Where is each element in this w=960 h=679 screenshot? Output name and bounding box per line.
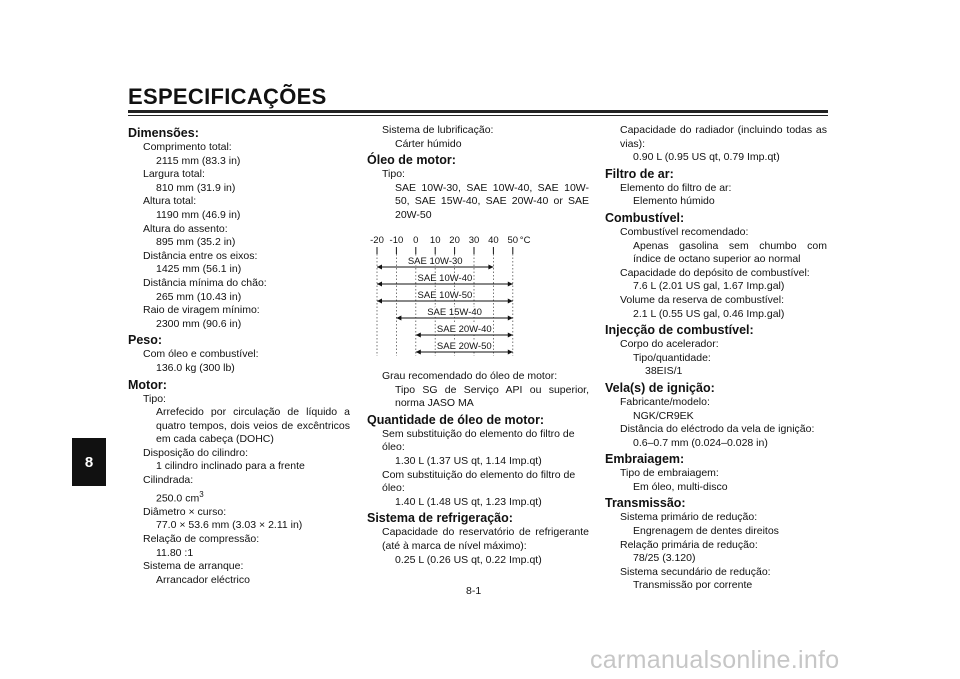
spec-value: SAE 10W-30, SAE 10W-40, SAE 10W-50, SAE 15W-40, SAE 20W-40 or SAE 20W-50 <box>395 181 589 221</box>
chart-series-label: SAE 10W-40 <box>417 273 473 284</box>
spec-value: Apenas gasolina sem chumbo com índice de octano superior ao normal <box>633 239 827 266</box>
spec-label: Sem substituição do elemento do filtro de óleo: <box>382 427 575 454</box>
section-quantidade-oleo: Quantidade de óleo de motor: <box>367 412 545 427</box>
spec-label: Tipo de embraiagem: <box>620 467 719 480</box>
spec-value: 2300 mm (90.6 in) <box>156 317 242 330</box>
spec-label: Largura total: <box>143 168 205 181</box>
spec-label: Relação de compressão: <box>143 532 260 545</box>
chart-range-arrow-right <box>508 350 513 355</box>
spec-value: 2.1 L (0.55 US gal, 0.46 Imp.gal) <box>633 307 785 320</box>
chart-tick-label: 0 <box>413 235 419 246</box>
spec-label: Volume da reserva de combustível: <box>620 293 785 306</box>
spec-value: 0.6–0.7 mm (0.024–0.028 in) <box>633 436 768 449</box>
spec-label: Sistema de lubrificação: <box>382 124 494 136</box>
oil-viscosity-chart <box>367 230 547 360</box>
chart-range-arrow-right <box>508 299 513 304</box>
spec-label: Raio de viragem mínimo: <box>143 304 260 317</box>
section-dimensoes: Dimensões: <box>128 126 199 140</box>
chart-range-arrow-left <box>377 299 382 304</box>
spec-value: 136.0 kg (300 lb) <box>156 361 235 374</box>
watermark: carmanualsonline.info <box>590 646 840 674</box>
spec-value: Cárter húmido <box>395 137 462 150</box>
section-peso: Peso: <box>128 333 163 348</box>
spec-label: Altura do assento: <box>143 222 228 235</box>
spec-value: 0.25 L (0.26 US qt, 0.22 Imp.qt) <box>395 553 542 566</box>
spec-label: Capacidade do depósito de combustível: <box>620 266 810 279</box>
spec-value: 2115 mm (83.3 in) <box>156 154 241 167</box>
chart-tick-label: 30 <box>468 235 480 246</box>
spec-value: 810 mm (31.9 in) <box>156 181 236 194</box>
section-embraiagem: Embraiagem: <box>605 452 685 467</box>
spec-label: Elemento do filtro de ar: <box>620 181 732 194</box>
spec-value: Engrenagem de dentes direitos <box>633 525 779 538</box>
spec-label: Fabricante/modelo: <box>620 395 710 408</box>
spec-label: Distância mínima do chão: <box>143 276 267 289</box>
spec-label: Com substituição do elemento do filtro de óleo: <box>382 468 576 495</box>
chart-range-arrow-left <box>377 282 382 287</box>
chart-series-label: SAE 10W-50 <box>417 290 473 301</box>
column-3 <box>605 124 827 593</box>
section-filtro-ar: Filtro de ar: <box>605 166 674 181</box>
chart-tick-label: -10 <box>389 235 404 246</box>
column-2-lower <box>367 370 589 567</box>
spec-label: Combustível recomendado: <box>620 225 749 238</box>
column-2 <box>367 124 589 223</box>
spec-label: Sistema de arranque: <box>143 560 244 573</box>
chart-unit-label: °C <box>519 235 531 246</box>
chart-range-arrow-right <box>488 265 493 270</box>
chart-range-arrow-left <box>396 316 401 321</box>
spec-value: 1.40 L (1.48 US qt, 1.23 Imp.qt) <box>395 495 542 508</box>
chart-series-label: SAE 10W-30 <box>407 256 463 267</box>
spec-value: 1190 mm (46.9 in) <box>156 208 241 221</box>
section-combustivel: Combustível: <box>605 210 685 225</box>
spec-value: 0.90 L (0.95 US qt, 0.79 Imp.qt) <box>633 151 780 164</box>
spec-value: 11.80 :1 <box>156 546 194 559</box>
chart-tick-label: 20 <box>449 235 460 246</box>
chart-range-arrow-right <box>508 282 513 287</box>
spec-value: Elemento húmido <box>633 195 715 208</box>
spec-value: NGK/CR9EK <box>633 409 694 422</box>
spec-value: Arrefecido por circulação de líquido a quatro tempos, dois veios de excêntricos em cada cabeça (DOHC) <box>156 406 350 446</box>
chart-tick-label: 40 <box>488 235 499 246</box>
chapter-tab: 8 <box>72 438 106 486</box>
spec-value: Arrancador eléctrico <box>156 573 250 586</box>
chart-range-arrow-left <box>416 333 421 338</box>
spec-label: Comprimento total: <box>143 141 232 153</box>
spec-sublabel: Tipo/quantidade: <box>633 351 711 364</box>
chart-range-arrow-right <box>508 333 513 338</box>
chart-tick-label: 50 <box>507 235 519 246</box>
spec-label: Tipo: <box>143 392 166 405</box>
spec-value: 77.0 × 53.6 mm (3.03 × 2.11 in) <box>156 519 303 532</box>
spec-label: Corpo do acelerador: <box>620 338 719 351</box>
chart-series-label: SAE 20W-40 <box>436 324 492 335</box>
spec-label: Distância do eléctrodo da vela de ignição: <box>620 423 815 436</box>
spec-value: 7.6 L (2.01 US gal, 1.67 Imp.gal) <box>633 280 785 293</box>
spec-value: 78/25 (3.120) <box>633 552 696 565</box>
section-injeccao: Injecção de combustível: <box>605 323 754 338</box>
spec-value: 265 mm (10.43 in) <box>156 290 242 303</box>
spec-label: Grau recomendado do óleo de motor: <box>382 370 558 382</box>
spec-label: Disposição do cilindro: <box>143 446 249 459</box>
displacement-value: 250.0 cm <box>156 492 200 505</box>
spec-value: Em óleo, multi-disco <box>633 480 728 493</box>
column-1 <box>128 124 350 587</box>
chart-range-arrow-left <box>416 350 421 355</box>
spec-value: 38EIS/1 <box>645 365 683 378</box>
spec-label: Altura total: <box>143 195 197 208</box>
spec-label: Distância entre os eixos: <box>143 249 258 262</box>
section-refrigeracao: Sistema de refrigeração: <box>367 511 513 526</box>
page-number: 8-1 <box>466 585 482 597</box>
page-title: ESPECIFICAÇÕES <box>128 84 327 109</box>
chart-tick-label: -20 <box>370 235 384 246</box>
section-oleo-motor: Óleo de motor: <box>367 153 456 168</box>
spec-value: 895 mm (35.2 in) <box>156 236 236 249</box>
title-rule-thin <box>128 115 828 116</box>
title-rule-thick <box>128 110 828 113</box>
spec-label: Com óleo e combustível: <box>143 348 259 361</box>
spec-value: Transmissão por corrente <box>633 579 753 592</box>
chart-tick-label: 10 <box>429 235 441 246</box>
spec-label: Relação primária de redução: <box>620 538 758 551</box>
section-transmissao: Transmissão: <box>605 496 686 511</box>
spec-value: Tipo SG de Serviço API ou superior, norma JASO MA <box>395 383 589 410</box>
chart-range-arrow-left <box>377 265 382 270</box>
spec-label: Capacidade do reservatório de refrigerante (até à marca de nível máximo): <box>382 526 589 552</box>
spec-value: 1.30 L (1.37 US qt, 1.14 Imp.qt) <box>395 454 542 467</box>
chart-series-label: SAE 20W-50 <box>436 341 492 352</box>
section-vela-ignicao: Vela(s) de ignição: <box>605 380 715 395</box>
spec-value: 1425 mm (56.1 in) <box>156 263 242 276</box>
displacement-unit-exponent: 3 <box>199 489 204 499</box>
chart-range-arrow-right <box>508 316 513 321</box>
spec-label: Sistema secundário de redução: <box>620 565 771 578</box>
spec-label: Diâmetro × curso: <box>143 505 227 518</box>
spec-label: Capacidade do radiador (incluindo todas as vias): <box>620 124 827 150</box>
spec-label: Tipo: <box>382 168 405 181</box>
spec-label: Cilindrada: <box>143 474 194 487</box>
spec-value: 1 cilindro inclinado para a frente <box>156 460 305 473</box>
spec-value-displacement <box>128 488 350 506</box>
spec-label: Sistema primário de redução: <box>620 511 758 524</box>
section-motor: Motor: <box>128 377 167 392</box>
chart-series-label: SAE 15W-40 <box>427 307 482 318</box>
